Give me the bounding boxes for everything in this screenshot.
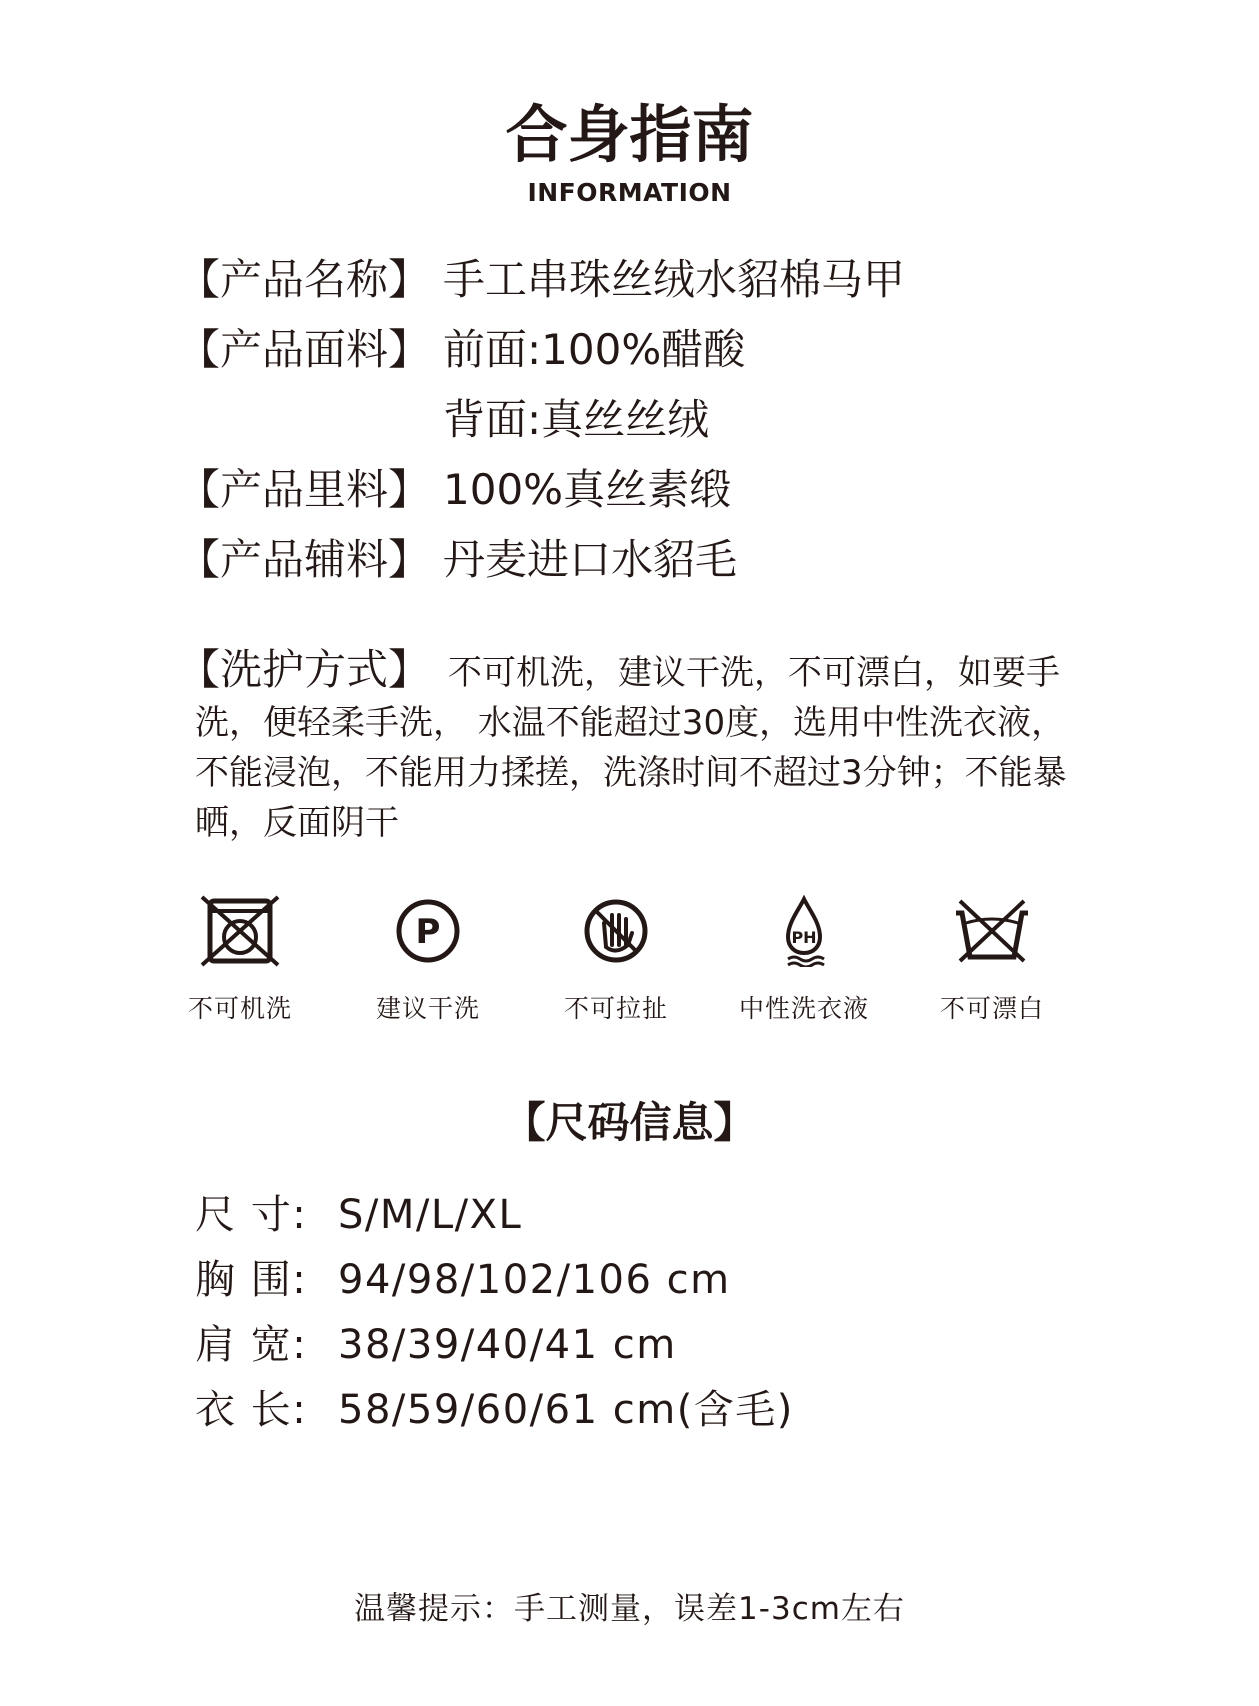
no-pulling-icon (576, 895, 656, 967)
size-info-title: 【尺码信息】 (503, 1098, 756, 1147)
care-icon-item (907, 895, 1077, 1025)
measurement-tip: 温馨提示：手工测量，误差1-3cm左右 (354, 1591, 905, 1627)
care-icon-label: 不可机洗 (187, 994, 292, 1023)
product-lining-value: 100%真丝素缎 (443, 465, 732, 514)
product-fabric-label: 【产品面料】 (178, 325, 431, 374)
no-machine-wash-icon (200, 895, 280, 967)
product-name-label: 【产品名称】 (178, 255, 431, 304)
ph-neutral-detergent-icon (764, 895, 844, 967)
care-icon-item (531, 895, 701, 1025)
product-name-row (178, 252, 905, 308)
size-row (195, 1183, 522, 1240)
length-label: 衣 长: (195, 1387, 308, 1433)
svg-text:P: P (415, 912, 441, 952)
page-subtitle: INFORMATION (527, 178, 732, 207)
product-fabric-row (178, 322, 745, 378)
product-lining-row (178, 462, 731, 518)
care-icon-item (719, 895, 889, 1025)
shoulder-label: 肩 宽: (195, 1322, 308, 1368)
care-icons (0, 895, 1259, 1035)
product-accessory-label: 【产品辅料】 (178, 535, 431, 584)
care-icon-item (343, 895, 513, 1025)
care-icon-label: 不可漂白 (939, 994, 1044, 1023)
care-icon-label: 不可拉扯 (563, 994, 668, 1023)
chest-row (195, 1248, 731, 1305)
care-icon-label: 中性洗衣液 (738, 994, 869, 1023)
product-accessory-value: 丹麦进口水貂毛 (443, 535, 738, 584)
product-fabric-front: 前面:100%醋酸 (443, 325, 746, 374)
care-icon-item (155, 895, 325, 1025)
page-title: 合身指南 (505, 98, 754, 171)
care-icon-label: 建议干洗 (375, 994, 480, 1023)
product-fabric-back-row (178, 392, 709, 448)
shoulder-row (195, 1313, 677, 1370)
length-row (195, 1378, 794, 1435)
product-name-value: 手工串珠丝绒水貂棉马甲 (443, 255, 906, 304)
product-accessory-row (178, 532, 737, 588)
wash-instructions (178, 645, 1075, 848)
dry-clean-icon (388, 895, 468, 967)
product-fabric-back: 背面:真丝丝绒 (443, 395, 710, 444)
wash-text: 不可机洗，建议干洗，不可漂白，如要手洗，便轻柔手洗， 水温不能超过30度，选用中性洗衣液，不能浸泡，不能用力揉搓，洗涤时间不超过3分钟；不能暴晒，反面阴干 (195, 653, 1067, 843)
no-bleach-icon (952, 895, 1032, 967)
length-value: 58/59/60/61 cm(含毛) (338, 1387, 794, 1433)
size-value: S/M/L/XL (338, 1192, 523, 1238)
svg-text:PH: PH (791, 928, 817, 947)
size-label: 尺 寸: (195, 1192, 308, 1238)
product-lining-label: 【产品里料】 (178, 465, 431, 514)
chest-value: 94/98/102/106 cm (338, 1257, 731, 1303)
wash-label: 【洗护方式】 (178, 645, 431, 694)
chest-label: 胸 围: (195, 1257, 308, 1303)
shoulder-value: 38/39/40/41 cm (338, 1322, 677, 1368)
